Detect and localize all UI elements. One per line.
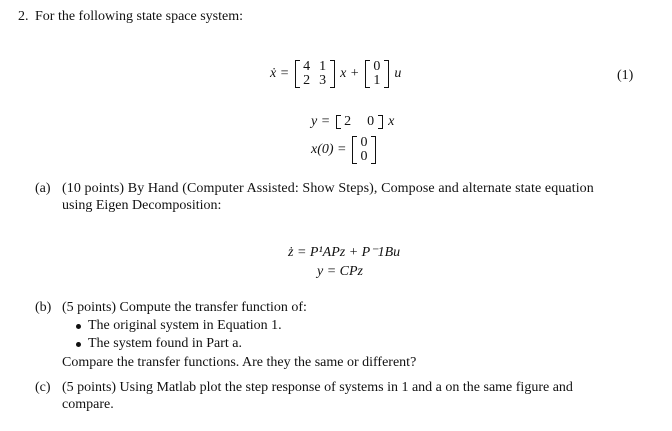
matrix-b xyxy=(365,60,389,88)
initial-condition xyxy=(311,136,378,164)
matrix-row xyxy=(369,60,385,74)
matrix-row xyxy=(369,74,385,88)
matrix-cell: 0 xyxy=(360,149,368,164)
matrix-cell: 4 xyxy=(303,59,311,74)
matrix-cell: 0 xyxy=(367,113,375,129)
matrix-row xyxy=(356,136,372,150)
problem-number: 2. xyxy=(18,9,29,24)
bracket-left xyxy=(353,136,357,164)
matrix-x0 xyxy=(352,136,376,164)
u-var: u xyxy=(394,66,402,82)
equation-label: (1) xyxy=(617,68,634,83)
part-b-bullet: The system found in Part a. xyxy=(88,336,242,351)
matrix-c xyxy=(336,115,383,129)
bracket-right xyxy=(384,60,388,88)
part-a-eq1: ż = P¹APz + P⁻1Bu xyxy=(288,245,401,260)
part-a-text-cont: using Eigen Decomposition: xyxy=(62,198,222,213)
problem-intro: For the following state space system: xyxy=(35,9,244,24)
bracket-right xyxy=(378,115,382,129)
matrix-cell: 0 xyxy=(373,59,381,74)
bracket-left xyxy=(366,60,370,88)
bracket-right xyxy=(330,60,334,88)
matrix-row xyxy=(299,60,331,74)
part-a-label: (a) xyxy=(35,181,51,196)
bullet-icon xyxy=(76,324,81,329)
matrix-row xyxy=(299,74,331,88)
bracket-right xyxy=(371,136,375,164)
y-lhs: y = xyxy=(311,114,331,129)
part-b-text: (5 points) Compute the transfer function of: xyxy=(62,300,307,315)
part-c-text-cont: compare. xyxy=(62,397,114,412)
matrix-row xyxy=(340,115,379,129)
part-c-label: (c) xyxy=(35,380,51,395)
part-a-text: (10 points) By Hand (Computer Assisted: Show Steps), Compose and alternate state equation xyxy=(62,181,594,196)
state-equation xyxy=(270,60,401,88)
output-equation xyxy=(311,114,394,130)
x-plus: x + xyxy=(340,66,360,82)
matrix-cell: 1 xyxy=(319,59,327,74)
matrix-cell: 0 xyxy=(360,135,368,150)
matrix-cell: 2 xyxy=(344,113,352,129)
part-b-bullet: The original system in Equation 1. xyxy=(88,318,282,333)
bracket-left xyxy=(296,60,300,88)
part-b-compare: Compare the transfer functions. Are they the same or different? xyxy=(62,355,417,370)
xdot-lhs: ẋ = xyxy=(270,66,290,82)
matrix-row xyxy=(356,150,372,164)
bracket-left xyxy=(337,115,341,129)
matrix-cell: 2 xyxy=(303,73,311,88)
matrix-cell: 1 xyxy=(373,73,381,88)
x-var: x xyxy=(388,114,395,129)
bullet-icon xyxy=(76,342,81,347)
part-a-eq2: y = CPz xyxy=(317,264,363,279)
matrix-a xyxy=(295,60,335,88)
part-c-text: (5 points) Using Matlab plot the step response of systems in 1 and a on the same figure and xyxy=(62,380,573,395)
part-b-label: (b) xyxy=(35,300,52,315)
x0-lhs: x(0) = xyxy=(311,142,347,158)
matrix-cell: 3 xyxy=(319,73,327,88)
